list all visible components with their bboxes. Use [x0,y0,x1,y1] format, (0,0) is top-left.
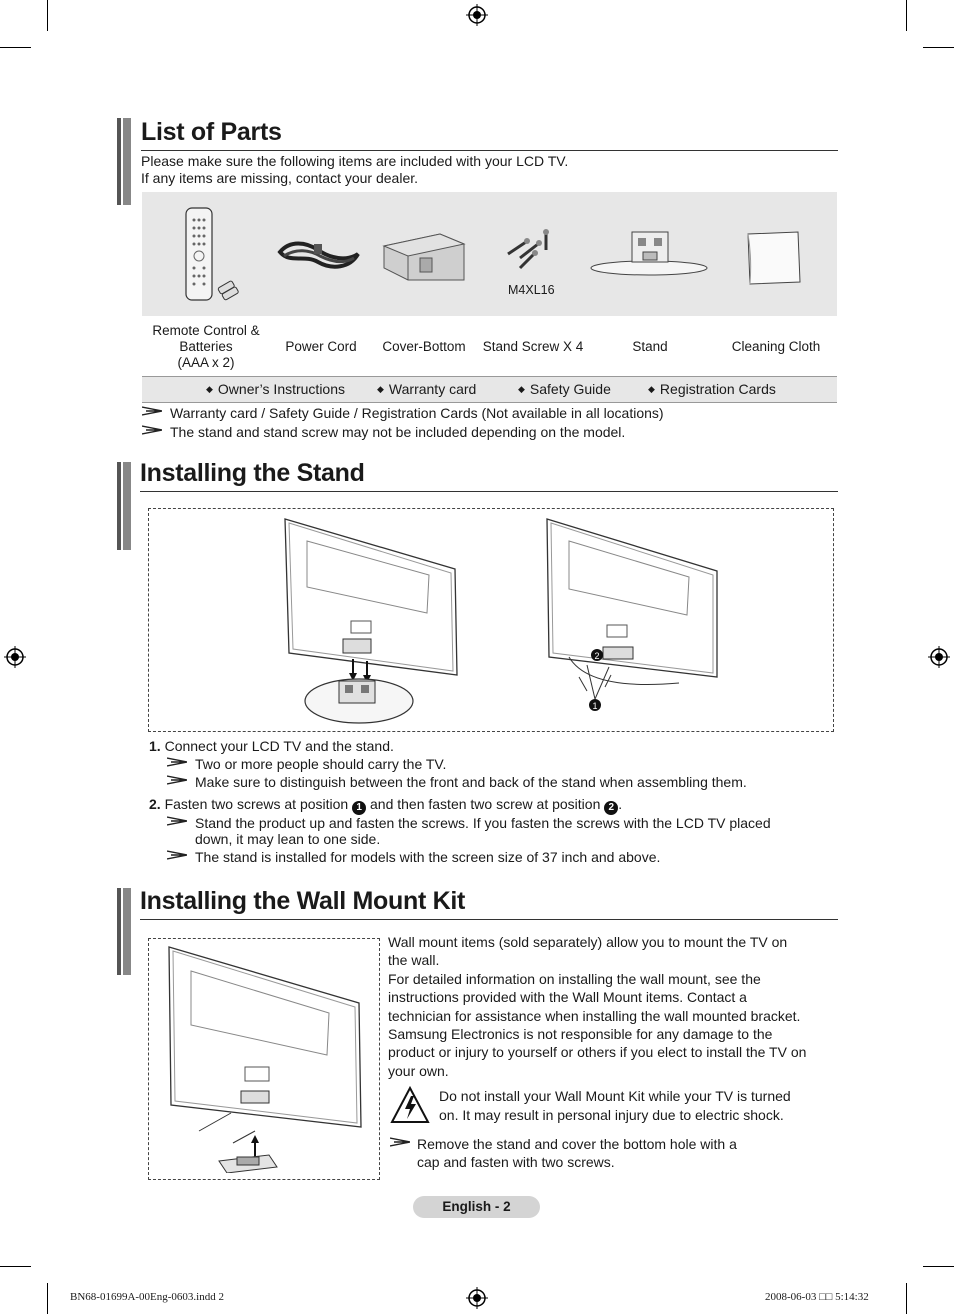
registration-mark-icon [466,1287,488,1309]
crop-mark [47,0,48,31]
tv-stand-illustration-1 [279,513,479,727]
wall-warning: Do not install your Wall Mount Kit while your TV is turned [439,1088,791,1104]
cover-bottom-icon [380,228,468,286]
wall-paragraph-line: your own. [388,1062,449,1079]
part-label-remote: Remote Control & [152,323,260,338]
doc-item: ◆ Registration Cards [648,381,776,397]
wall-paragraph-line: Samsung Electronics is not responsible for any damage to the [388,1026,773,1043]
note-arrow-icon [142,406,162,416]
crop-mark [923,1266,954,1267]
stand-screw-icon [504,228,556,270]
wall-paragraph-line: Wall mount items (sold separately) allow you to mount the TV on [388,934,788,950]
part-label-cleaning-cloth: Cleaning Cloth [731,339,821,354]
doc-item: ◆ Warranty card [377,381,477,397]
step-text: Fasten two screws at position [164,796,349,812]
doc-item-label: Warranty card [388,381,477,397]
crop-mark [0,1266,31,1267]
step-text: Connect your LCD TV and the stand. [164,738,394,754]
stand-note: The stand is installed for models with the screen size of 37 inch and above. [195,849,661,865]
wall-title: Installing the Wall Mount Kit [140,887,466,915]
stand-note: Two or more people should carry the TV. [195,756,447,772]
doc-item: ◆ Safety Guide [518,381,611,397]
section-marker [117,118,131,205]
note-arrow-icon [167,775,187,785]
page-number-badge: English - 2 [413,1196,540,1218]
parts-image-panel [142,192,837,316]
step-number: 2. [149,796,161,812]
footer-file-info: BN68-01699A-00Eng-0603.indd 2 [70,1291,224,1303]
cleaning-cloth-icon [744,230,802,286]
part-label-remote: Batteries [179,339,233,354]
stand-step-1 [149,738,394,755]
registration-mark-icon [928,646,950,668]
doc-item-label: Owner’s Instructions [217,381,346,397]
stand-illustration-frame [148,508,834,732]
wall-paragraph [388,933,806,1080]
note-arrow-icon [390,1137,410,1147]
parts-intro: If any items are missing, contact your dealer. [141,170,419,186]
part-label-stand: Stand [632,339,668,354]
wall-note: Remove the stand and cover the bottom hole with a [417,1136,737,1152]
section-rule [140,919,838,920]
part-label-power-cord: Power Cord [285,339,357,354]
parts-note: Warranty card / Safety Guide / Registration Cards (Not available in all locations) [170,405,664,421]
section-marker [117,888,131,975]
footer-timestamp: 2008-06-03 □□ 5:14:32 [765,1291,869,1303]
stand-note: Make sure to distinguish between the front and back of the stand when assembling them. [195,774,747,790]
wall-paragraph-line: product or injury to yourself or others if you elect to install the TV on [388,1044,807,1061]
note-arrow-icon [167,757,187,767]
section-marker [117,462,131,550]
power-cord-icon [276,238,362,274]
crop-mark [906,0,907,31]
position-marker-1: 1 [352,801,366,815]
stand-title: Installing the Stand [140,459,365,487]
stand-icon [588,228,710,278]
part-label-stand-screw: Stand Screw X 4 [482,339,584,354]
parts-intro: Please make sure the following items are included with your LCD TV. [141,153,569,169]
crop-mark [906,1283,907,1314]
part-label-cover-bottom: Cover-Bottom [382,339,466,354]
crop-mark [923,47,954,48]
svg-text:1: 1 [592,701,598,711]
parts-note: The stand and stand screw may not be included depending on the model. [170,424,626,440]
doc-item: ◆ Owner’s Instructions [206,381,346,397]
svg-text:2: 2 [594,651,600,661]
stand-step-2 [149,796,622,815]
position-marker-2: 2 [604,801,618,815]
registration-mark-icon [466,4,488,26]
wall-paragraph-line: For detailed information on installing the wall mount, see the [388,970,761,987]
registration-mark-icon [4,646,26,668]
section-rule [140,491,838,492]
electric-warning-icon [390,1086,430,1124]
wall-warning: on. It may result in personal injury due to electric shock. [439,1107,784,1123]
tv-wall-mount-illustration [159,943,371,1173]
note-arrow-icon [142,425,162,435]
crop-mark [0,47,31,48]
tv-stand-illustration-2 [539,515,729,715]
note-arrow-icon [167,816,187,826]
documents-bar [142,376,837,403]
stand-note: down, it may lean to one side. [195,831,381,847]
step-text: and then fasten two screw at position [370,796,601,812]
section-rule [141,150,838,151]
stand-note: Stand the product up and fasten the screws. If you fasten the screws with the LCD TV placed [195,815,771,831]
part-label-remote: (AAA x 2) [177,355,235,370]
note-arrow-icon [167,850,187,860]
parts-title: List of Parts [141,118,282,146]
step-text-end: . [618,796,623,812]
wall-illustration-frame [148,938,380,1180]
doc-item-label: Registration Cards [659,381,776,397]
screw-code: M4XL16 [508,283,555,297]
remote-control-icon [182,206,242,302]
crop-mark [47,1283,48,1314]
wall-paragraph-line: technician for assistance when installing the wall mounted bracket. [388,1007,801,1024]
wall-paragraph-line: instructions provided with the Wall Mount items. Contact a [388,989,747,1006]
wall-note: cap and fasten with two screws. [417,1154,615,1170]
doc-item-label: Safety Guide [529,381,611,397]
part-label [142,323,270,371]
wall-paragraph-line: the wall. [388,952,440,969]
step-number: 1. [149,738,161,754]
